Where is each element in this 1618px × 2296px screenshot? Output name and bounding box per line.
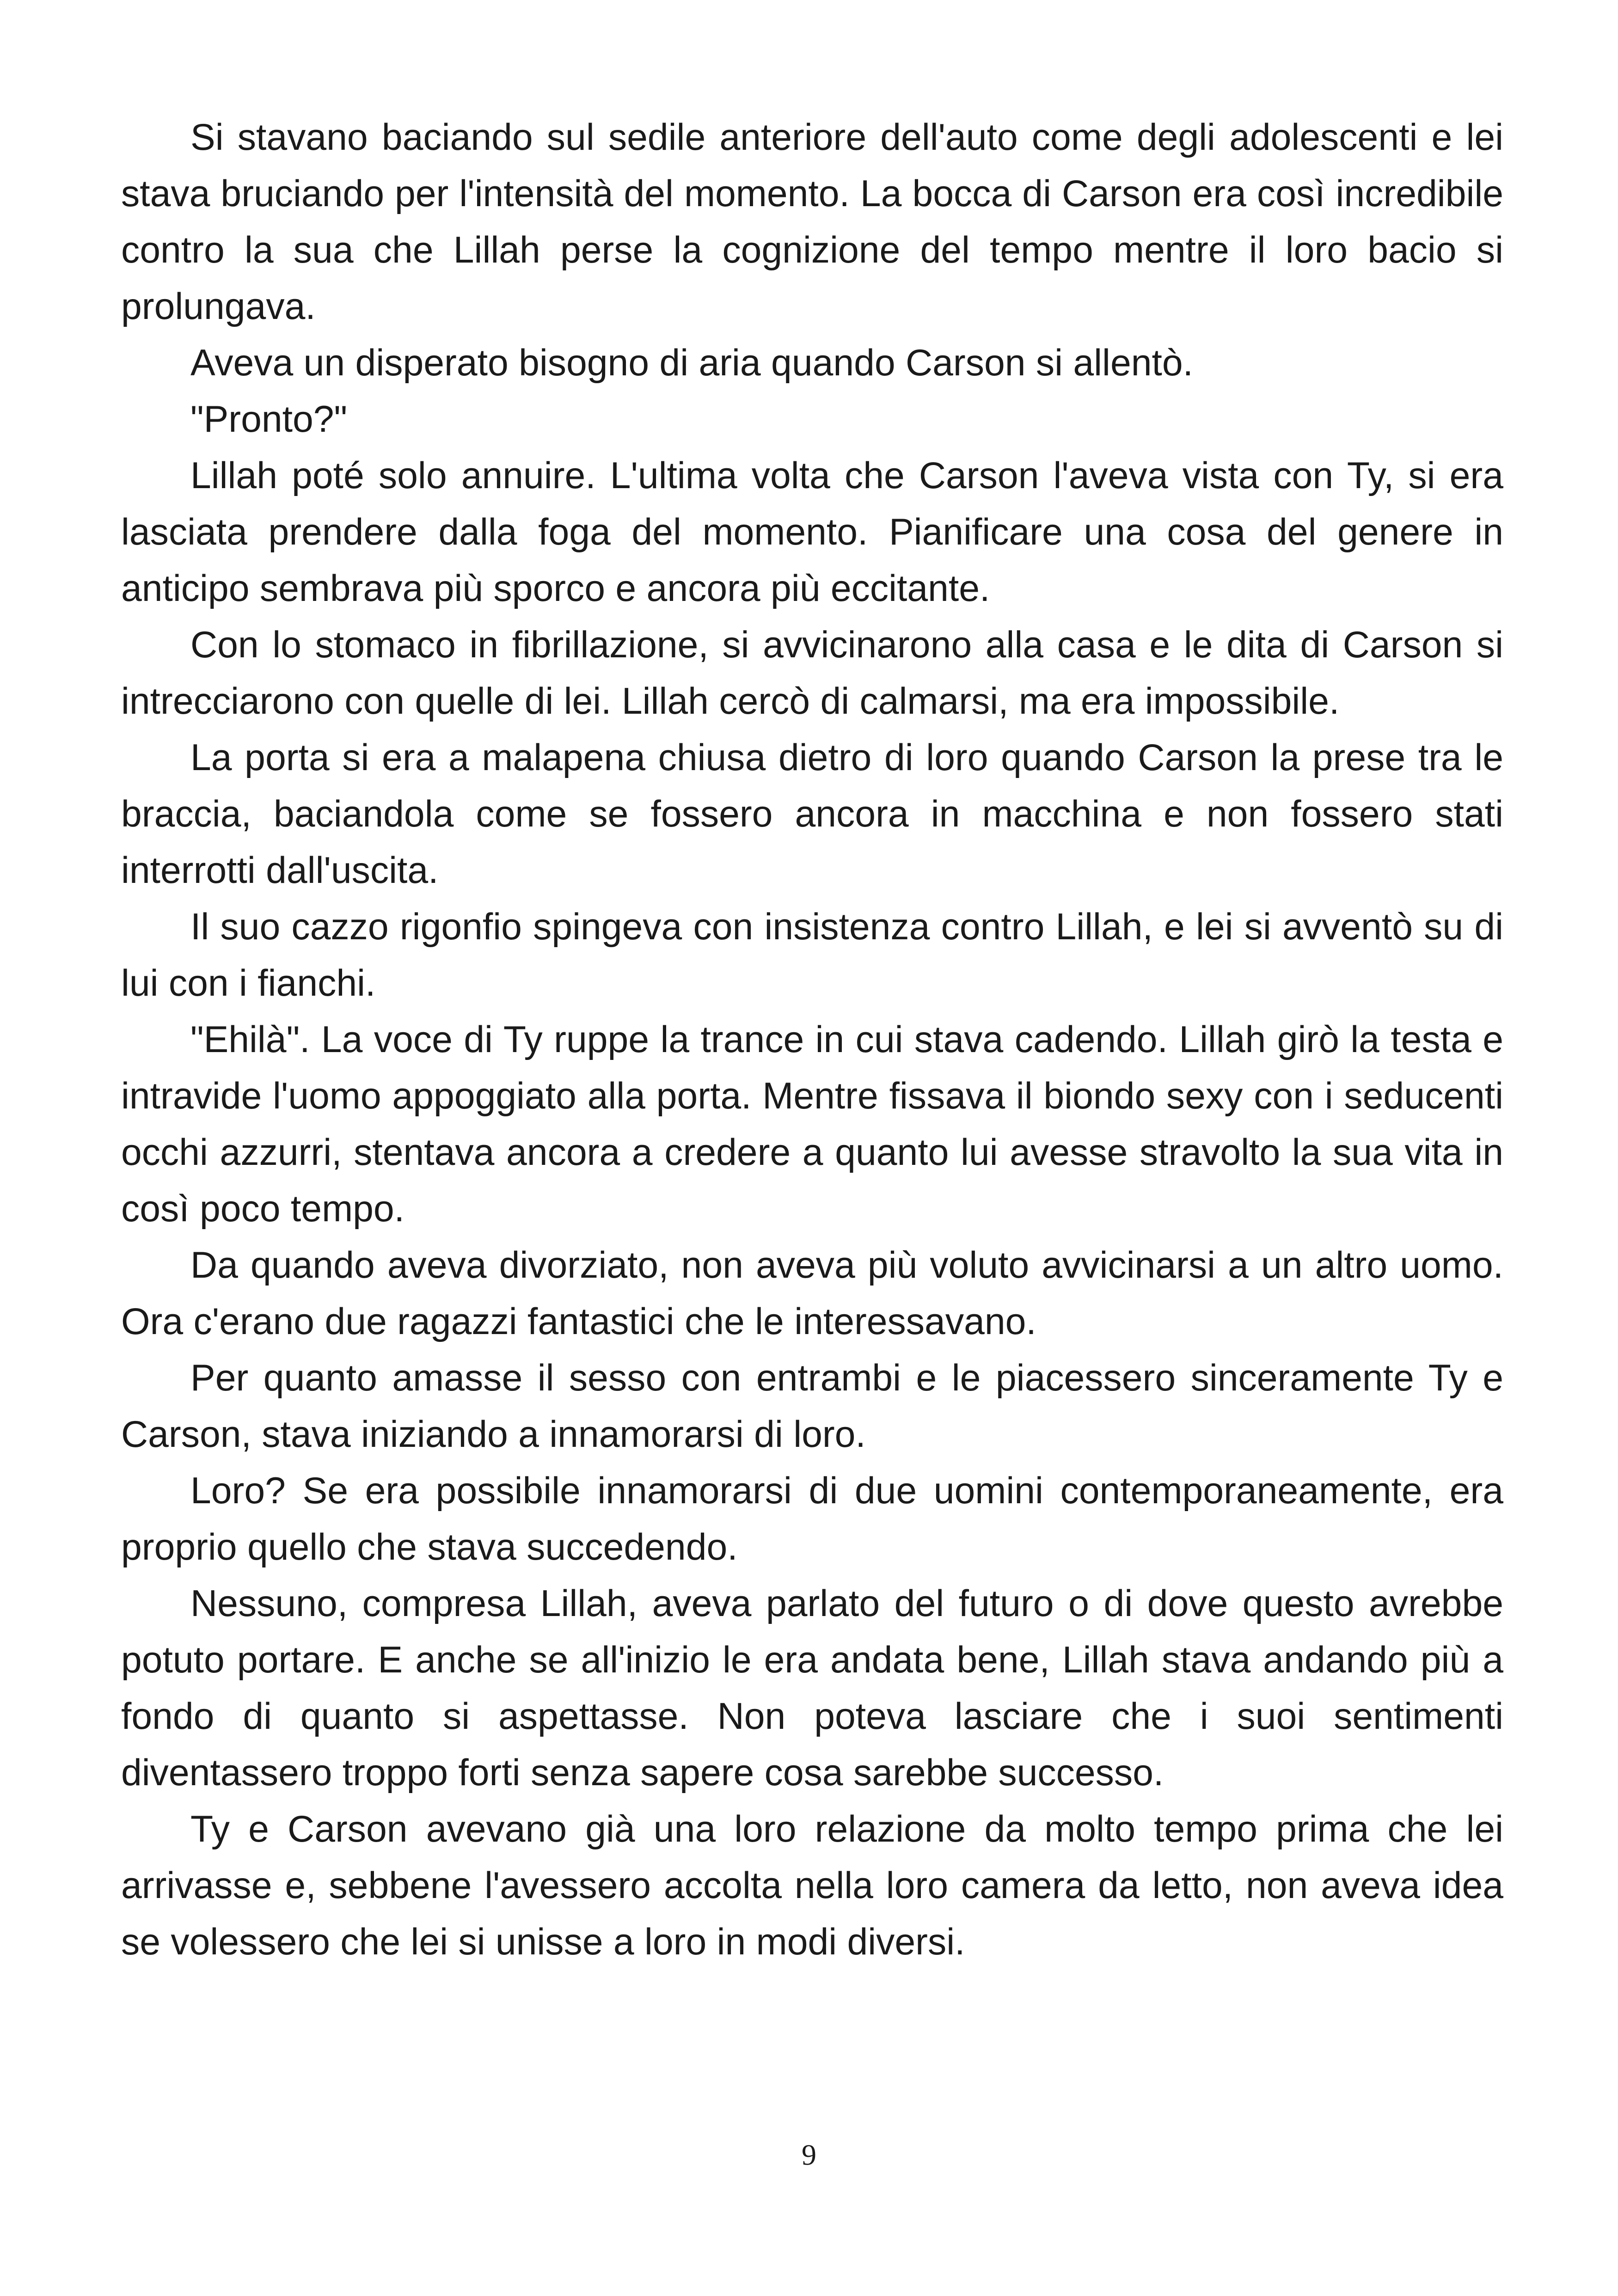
paragraph: Loro? Se era possibile innamorarsi di due uomini contemporaneamente, era proprio quello che stava succedendo. (121, 1470, 1503, 1568)
paragraph: "Pronto?" (190, 398, 348, 440)
paragraph: Aveva un disperato bisogno di aria quando Carson si allentò. (190, 342, 1193, 384)
paragraph: Si stavano baciando sul sedile anteriore dell'auto come degli adolescenti e lei stava bruciando per l'intensità del momento. La bocca di Carson era così incredibile contro la sua che Lillah perse la cognizione del tempo mentre il loro bacio si prolungava. (121, 116, 1503, 327)
paragraph: "Ehilà". La voce di Ty ruppe la trance in cui stava cadendo. Lillah girò la testa e intravide l'uomo appoggiato alla porta. Mentre fissava il biondo sexy con i seducenti occhi azzurri, stentava ancora a credere a quanto lui avesse stravolto la sua vita in così poco tempo. (121, 1019, 1503, 1230)
paragraph: Ty e Carson avevano già una loro relazione da molto tempo prima che lei arrivasse e, sebbene l'avessero accolta nella loro camera da letto, non aveva idea se volessero che lei si unisse a loro in modi diversi. (121, 1808, 1503, 1963)
paragraph: Da quando aveva divorziato, non aveva più voluto avvicinarsi a un altro uomo. Ora c'erano due ragazzi fantastici che le interessavano. (121, 1244, 1503, 1342)
paragraph: Lillah poté solo annuire. L'ultima volta che Carson l'aveva vista con Ty, si era lasciata prendere dalla foga del momento. Pianificare una cosa del genere in anticipo sembrava più sporco e ancora più eccitante. (121, 455, 1503, 609)
page (121, 109, 1503, 2198)
paragraph: Il suo cazzo rigonfio spingeva con insistenza contro Lillah, e lei si avventò su di lui con i fianchi. (121, 906, 1503, 1004)
paragraph: Con lo stomaco in fibrillazione, si avvicinarono alla casa e le dita di Carson si intrecciarono con quelle di lei. Lillah cercò di calmarsi, ma era impossibile. (121, 624, 1503, 722)
paragraph: Nessuno, compresa Lillah, aveva parlato del futuro o di dove questo avrebbe potuto portare. E anche se all'inizio le era andata bene, Lillah stava andando più a fondo di quanto si aspettasse. Non poteva lasciare che i suoi sentimenti diventassero troppo forti senza sapere cosa sarebbe successo. (121, 1583, 1503, 1794)
paragraph: La porta si era a malapena chiusa dietro di loro quando Carson la prese tra le braccia, baciandola come se fossero ancora in macchina e non fossero stati interrotti dall'uscita. (121, 737, 1503, 891)
page-number: 9 (802, 2138, 816, 2171)
paragraph: Per quanto amasse il sesso con entrambi e le piacessero sinceramente Ty e Carson, stava iniziando a innamorarsi di loro. (121, 1357, 1503, 1455)
body-text (121, 109, 1503, 1970)
